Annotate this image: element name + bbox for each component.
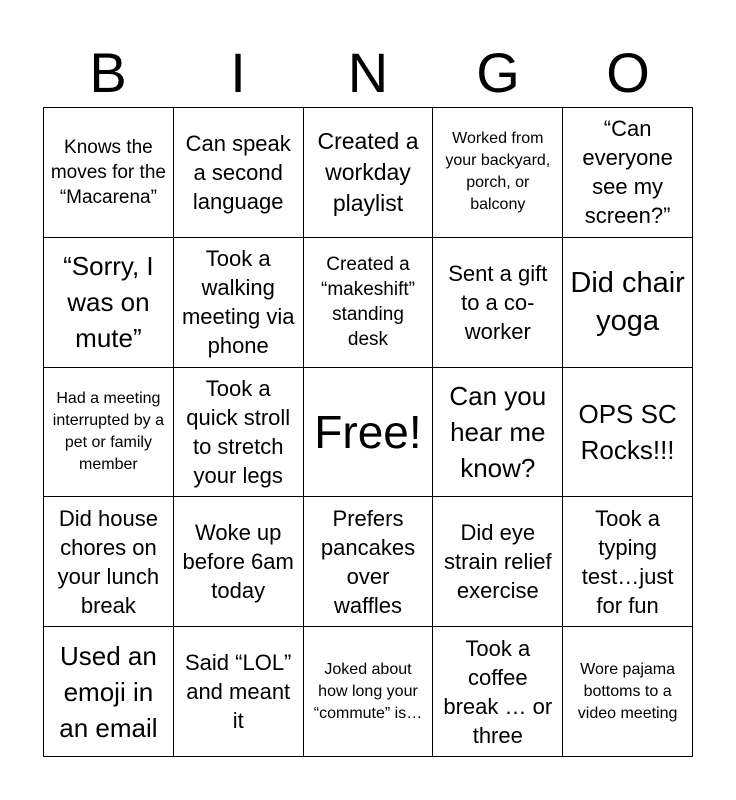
bingo-cell[interactable] [174, 238, 304, 368]
cell-text: OPS SC Rocks!!! [578, 398, 677, 465]
cell-text: Woke up before 6am today [182, 520, 294, 604]
bingo-cell[interactable] [174, 627, 304, 757]
cell-text: Can you hear me know? [449, 380, 547, 483]
cell-text: Wore pajama bottoms to a video meeting [577, 660, 678, 722]
header-letter-n: N [347, 41, 389, 104]
bingo-cell[interactable] [433, 497, 563, 627]
bingo-cell[interactable] [44, 108, 174, 238]
cell-text: Prefers pancakes over waffles [320, 505, 416, 618]
bingo-cell[interactable] [304, 108, 434, 238]
cell-text: Took a coffee break … or three [443, 635, 553, 748]
cell-text: Created a “makeshift” standing desk [321, 254, 415, 351]
bingo-cell[interactable] [433, 108, 563, 238]
bingo-cell[interactable] [563, 497, 693, 627]
cell-text: Did house chores on your lunch break [57, 505, 160, 618]
header-letter-o: O [606, 41, 650, 104]
cell-text: Can speak a second language [185, 130, 291, 214]
cell-text: Took a quick stroll to stretch your legs [186, 375, 291, 488]
bingo-cell[interactable] [44, 368, 174, 498]
cell-text: Created a workday playlist [317, 127, 419, 216]
header-letter-i: I [230, 41, 246, 104]
bingo-cell[interactable] [563, 368, 693, 498]
free-cell[interactable] [304, 368, 434, 498]
bingo-cell[interactable] [44, 497, 174, 627]
cell-text: Did eye strain relief exercise [443, 520, 552, 604]
bingo-cell[interactable] [44, 238, 174, 368]
bingo-cell[interactable] [304, 238, 434, 368]
bingo-cell[interactable] [433, 368, 563, 498]
bingo-cell[interactable] [304, 497, 434, 627]
bingo-cell[interactable] [174, 108, 304, 238]
cell-text: Sent a gift to a co-worker [448, 260, 548, 344]
bingo-cell[interactable] [304, 627, 434, 757]
bingo-cell[interactable] [174, 368, 304, 498]
bingo-cell[interactable] [563, 238, 693, 368]
cell-text: Took a typing test…just for fun [581, 505, 674, 618]
cell-text: Free! [314, 405, 422, 458]
cell-text: Did chair yoga [570, 267, 685, 338]
cell-text: Worked from your backyard, porch, or balcony [445, 130, 551, 214]
cell-text: Took a walking meeting via phone [181, 246, 295, 359]
bingo-cell[interactable] [563, 627, 693, 757]
cell-text: Knows the moves for the “Macarena” [50, 136, 166, 208]
bingo-header [43, 40, 693, 106]
bingo-cell[interactable] [174, 497, 304, 627]
cell-text: “Can everyone see my screen?” [582, 116, 673, 229]
bingo-cell[interactable] [433, 627, 563, 757]
cell-text: Had a meeting interrupted by a pet or family member [52, 389, 164, 473]
cell-text: Used an emoji in an email [59, 640, 158, 743]
cell-text: Joked about how long your “commute” is… [313, 660, 423, 722]
bingo-card-grid [43, 107, 693, 757]
bingo-cell[interactable] [433, 238, 563, 368]
header-letter-b: B [89, 41, 127, 104]
cell-text: Said “LOL” and meant it [185, 650, 292, 734]
header-letter-g: G [476, 41, 520, 104]
bingo-cell[interactable] [563, 108, 693, 238]
bingo-cell[interactable] [44, 627, 174, 757]
cell-text: “Sorry, I was on mute” [63, 251, 154, 354]
